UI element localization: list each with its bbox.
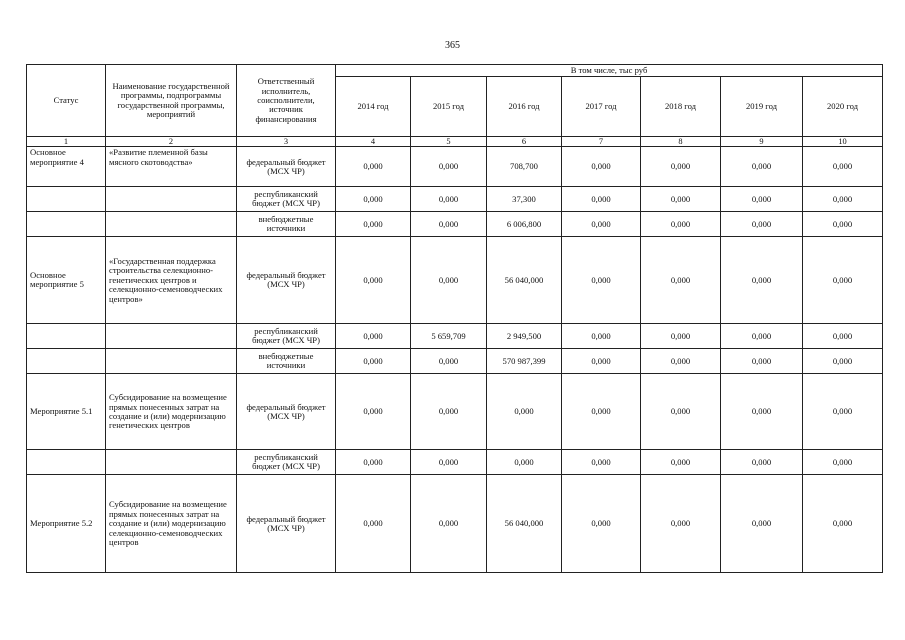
source-cell: федеральный бюджет (МСХ ЧР): [237, 475, 336, 573]
table-row: [27, 237, 883, 324]
col-number: 7: [562, 137, 641, 147]
value-cell: 0,000: [803, 324, 883, 349]
value-cell: 0,000: [641, 187, 721, 212]
status-cell: Основное мероприятие 4: [27, 147, 106, 187]
source-cell: внебюджетные источники: [237, 349, 336, 374]
value-cell: 0,000: [803, 349, 883, 374]
value-cell: 0,000: [411, 147, 487, 187]
header-year: 2016 год: [487, 77, 562, 137]
col-number: 1: [27, 137, 106, 147]
value-cell: 0,000: [641, 147, 721, 187]
value-cell: 0,000: [562, 187, 641, 212]
value-cell: 0,000: [721, 349, 803, 374]
value-cell: 0,000: [411, 349, 487, 374]
source-cell: республиканский бюджет (МСХ ЧР): [237, 450, 336, 475]
source-cell: федеральный бюджет (МСХ ЧР): [237, 374, 336, 450]
status-cell: [27, 324, 106, 349]
value-cell: 0,000: [411, 475, 487, 573]
value-cell: 0,000: [562, 450, 641, 475]
value-cell: 0,000: [336, 475, 411, 573]
source-cell: федеральный бюджет (МСХ ЧР): [237, 147, 336, 187]
name-cell: «Государственная поддержка строительства селекционно-генетических центров и селекционно-семеноводческих центров»: [106, 237, 237, 324]
table-row: [27, 147, 883, 187]
value-cell: 0,000: [487, 450, 562, 475]
value-cell: 0,000: [411, 212, 487, 237]
value-cell: 0,000: [721, 324, 803, 349]
header-year: 2015 год: [411, 77, 487, 137]
value-cell: 0,000: [336, 450, 411, 475]
value-cell: 0,000: [411, 374, 487, 450]
value-cell: 56 040,000: [487, 237, 562, 324]
value-cell: 0,000: [721, 212, 803, 237]
status-cell: Мероприятие 5.1: [27, 374, 106, 450]
value-cell: 5 659,709: [411, 324, 487, 349]
name-cell: [106, 187, 237, 212]
value-cell: 37,300: [487, 187, 562, 212]
status-cell: Основное мероприятие 5: [27, 237, 106, 324]
header-executor: Ответственный исполнитель, соисполнители, источник финансирования: [237, 65, 336, 137]
value-cell: 0,000: [336, 324, 411, 349]
value-cell: 0,000: [562, 475, 641, 573]
value-cell: 0,000: [803, 475, 883, 573]
value-cell: 0,000: [336, 237, 411, 324]
col-number: 3: [237, 137, 336, 147]
value-cell: 0,000: [641, 212, 721, 237]
status-cell: [27, 349, 106, 374]
value-cell: 0,000: [562, 237, 641, 324]
value-cell: 0,000: [562, 147, 641, 187]
value-cell: 0,000: [562, 212, 641, 237]
value-cell: 0,000: [721, 237, 803, 324]
table-row: [27, 187, 883, 212]
name-cell: [106, 212, 237, 237]
value-cell: 0,000: [411, 450, 487, 475]
value-cell: 0,000: [803, 374, 883, 450]
source-cell: внебюджетные источники: [237, 212, 336, 237]
status-cell: [27, 450, 106, 475]
table-row: [27, 374, 883, 450]
page-number: 365: [445, 40, 460, 51]
header-year: 2020 год: [803, 77, 883, 137]
value-cell: 0,000: [641, 237, 721, 324]
value-cell: 0,000: [336, 147, 411, 187]
value-cell: 0,000: [641, 475, 721, 573]
col-number: 9: [721, 137, 803, 147]
value-cell: 0,000: [562, 374, 641, 450]
name-cell: [106, 349, 237, 374]
value-cell: 6 006,800: [487, 212, 562, 237]
status-cell: [27, 187, 106, 212]
col-number: 5: [411, 137, 487, 147]
financing-table: [26, 64, 883, 573]
header-year: 2018 год: [641, 77, 721, 137]
value-cell: 0,000: [411, 187, 487, 212]
value-cell: 0,000: [803, 147, 883, 187]
value-cell: 0,000: [336, 349, 411, 374]
value-cell: 0,000: [803, 237, 883, 324]
name-cell: [106, 450, 237, 475]
value-cell: 0,000: [721, 475, 803, 573]
col-number: 4: [336, 137, 411, 147]
col-number: 8: [641, 137, 721, 147]
value-cell: 0,000: [721, 147, 803, 187]
value-cell: 0,000: [721, 374, 803, 450]
value-cell: 0,000: [562, 324, 641, 349]
header-name: Наименование государственной программы, подпрограммы государственной программы, мероприятий: [106, 65, 237, 137]
value-cell: 708,700: [487, 147, 562, 187]
value-cell: 0,000: [803, 212, 883, 237]
value-cell: 0,000: [562, 349, 641, 374]
value-cell: 0,000: [803, 187, 883, 212]
source-cell: республиканский бюджет (МСХ ЧР): [237, 187, 336, 212]
value-cell: 0,000: [641, 374, 721, 450]
value-cell: 0,000: [641, 450, 721, 475]
name-cell: Субсидирование на возмещение прямых понесенных затрат на создание и (или) модернизацию селекционно-семеноводческих центров: [106, 475, 237, 573]
source-cell: республиканский бюджет (МСХ ЧР): [237, 324, 336, 349]
header-year: 2017 год: [562, 77, 641, 137]
status-cell: [27, 212, 106, 237]
name-cell: [106, 324, 237, 349]
value-cell: 0,000: [721, 450, 803, 475]
value-cell: 0,000: [487, 374, 562, 450]
value-cell: 56 040,000: [487, 475, 562, 573]
col-number: 10: [803, 137, 883, 147]
table-row: [27, 212, 883, 237]
value-cell: 0,000: [641, 349, 721, 374]
status-cell: Мероприятие 5.2: [27, 475, 106, 573]
table-row: [27, 324, 883, 349]
table-row: [27, 475, 883, 573]
value-cell: 0,000: [336, 187, 411, 212]
source-cell: федеральный бюджет (МСХ ЧР): [237, 237, 336, 324]
header-year: 2014 год: [336, 77, 411, 137]
value-cell: 0,000: [336, 374, 411, 450]
value-cell: 2 949,500: [487, 324, 562, 349]
col-number: 6: [487, 137, 562, 147]
table-row: [27, 450, 883, 475]
name-cell: «Развитие племенной базы мясного скотоводства»: [106, 147, 237, 187]
value-cell: 0,000: [721, 187, 803, 212]
name-cell: Субсидирование на возмещение прямых понесенных затрат на создание и (или) модернизацию генетических центров: [106, 374, 237, 450]
header-year: 2019 год: [721, 77, 803, 137]
value-cell: 0,000: [336, 212, 411, 237]
header-status: Статус: [27, 65, 106, 137]
value-cell: 0,000: [411, 237, 487, 324]
header-incl: В том числе, тыс руб: [336, 65, 883, 77]
value-cell: 0,000: [641, 324, 721, 349]
table-row: [27, 349, 883, 374]
value-cell: 0,000: [803, 450, 883, 475]
value-cell: 570 987,399: [487, 349, 562, 374]
col-number: 2: [106, 137, 237, 147]
